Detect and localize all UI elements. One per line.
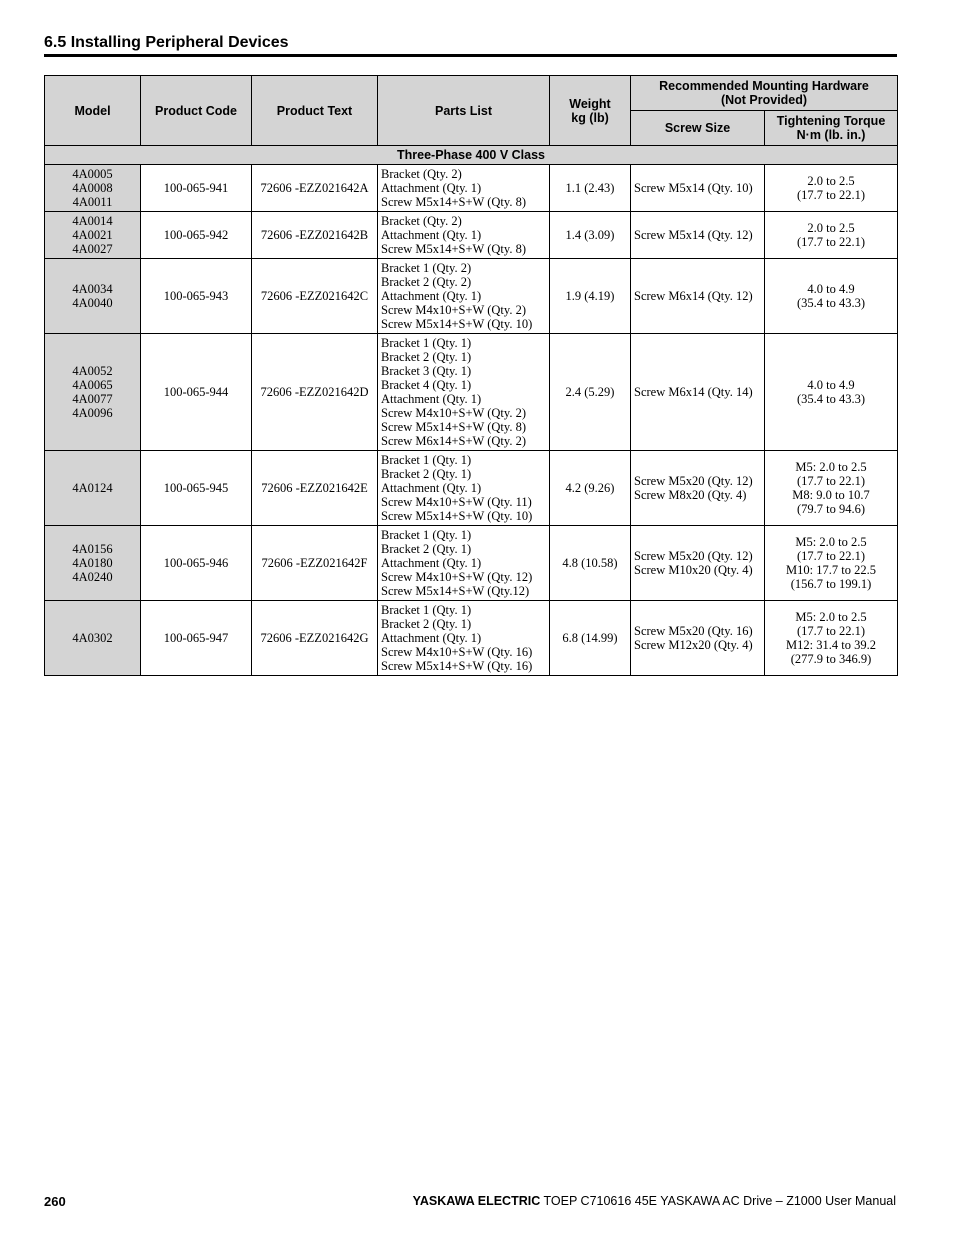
torque-value: M12: 31.4 to 39.2: [786, 638, 876, 652]
product-code-cell: 100-065-945: [141, 451, 252, 526]
header-rule: [44, 54, 897, 57]
product-text-cell: 72606 -EZZ021642C: [252, 259, 378, 334]
header-recommended-line: (Not Provided): [720, 93, 808, 107]
part-item: Screw M5x14+S+W (Qty. 8): [381, 195, 526, 209]
model-number: 4A0052: [72, 364, 113, 378]
class-label: Three-Phase 400 V Class: [45, 146, 898, 165]
torque-value: (17.7 to 22.1): [796, 188, 866, 202]
part-item: Bracket 2 (Qty. 1): [381, 467, 472, 481]
weight-cell: 1.1 (2.43): [550, 165, 631, 212]
model-number: 4A0014: [72, 214, 113, 228]
parts-list-cell: [378, 451, 550, 526]
part-item: Attachment (Qty. 1): [381, 631, 482, 645]
parts-list-cell: [378, 165, 550, 212]
torque-value: M8: 9.0 to 10.7: [792, 488, 870, 502]
screw-item: Screw M5x20 (Qty. 12): [634, 549, 753, 563]
screw-item: Screw M5x20 (Qty. 12): [634, 474, 753, 488]
model-cell: [45, 451, 141, 526]
model-number: 4A0180: [72, 556, 113, 570]
model-number: 4A0077: [72, 392, 113, 406]
product-text-cell: 72606 -EZZ021642A: [252, 165, 378, 212]
torque-value: 2.0 to 2.5: [807, 174, 855, 188]
torque-value: (17.7 to 22.1): [796, 624, 866, 638]
table-row: [45, 212, 898, 259]
part-item: Screw M5x14+S+W (Qty. 10): [381, 317, 533, 331]
screw-item: Screw M10x20 (Qty. 4): [634, 563, 753, 577]
model-cell: [45, 601, 141, 676]
product-code-cell: 100-065-942: [141, 212, 252, 259]
parts-list-cell: [378, 601, 550, 676]
product-code-cell: 100-065-943: [141, 259, 252, 334]
part-item: Screw M5x14+S+W (Qty. 8): [381, 420, 526, 434]
part-item: Screw M5x14+S+W (Qty.12): [381, 584, 530, 598]
screw-item: Screw M8x20 (Qty. 4): [634, 488, 747, 502]
screw-item: Screw M5x14 (Qty. 10): [634, 181, 753, 195]
part-item: Screw M5x14+S+W (Qty. 10): [381, 509, 533, 523]
model-cell: [45, 259, 141, 334]
model-number: 4A0156: [72, 542, 113, 556]
model-number: 4A0027: [72, 242, 113, 256]
screw-size-cell: [631, 601, 765, 676]
torque-value: 2.0 to 2.5: [807, 221, 855, 235]
table-row: [45, 451, 898, 526]
part-item: Bracket 1 (Qty. 1): [381, 528, 472, 542]
header-weight: [550, 76, 631, 146]
screw-size-cell: [631, 526, 765, 601]
torque-cell: [765, 526, 898, 601]
table-row: [45, 526, 898, 601]
model-cell: [45, 165, 141, 212]
torque-value: 4.0 to 4.9: [807, 282, 855, 296]
header-recommended-hardware: [631, 76, 898, 111]
product-text-cell: 72606 -EZZ021642B: [252, 212, 378, 259]
part-item: Attachment (Qty. 1): [381, 556, 482, 570]
part-item: Attachment (Qty. 1): [381, 481, 482, 495]
torque-value: M5: 2.0 to 2.5: [795, 460, 867, 474]
model-cell: [45, 526, 141, 601]
part-item: Attachment (Qty. 1): [381, 289, 482, 303]
torque-value: M10: 17.7 to 22.5: [786, 563, 876, 577]
screw-size-cell: [631, 212, 765, 259]
product-text-cell: 72606 -EZZ021642E: [252, 451, 378, 526]
part-item: Attachment (Qty. 1): [381, 392, 482, 406]
header-recommended-line: Recommended Mounting Hardware: [659, 79, 869, 93]
product-code-cell: 100-065-947: [141, 601, 252, 676]
torque-value: (79.7 to 94.6): [796, 502, 866, 516]
parts-list-cell: [378, 259, 550, 334]
model-number: 4A0302: [72, 631, 113, 645]
torque-cell: [765, 165, 898, 212]
screw-item: Screw M5x14 (Qty. 12): [634, 228, 753, 242]
part-item: Screw M4x10+S+W (Qty. 2): [381, 406, 526, 420]
header-weight-line: kg (lb): [571, 110, 609, 125]
torque-value: (17.7 to 22.1): [796, 549, 866, 563]
weight-cell: 6.8 (14.99): [550, 601, 631, 676]
parts-list-cell: [378, 334, 550, 451]
header-torque-line: Tightening Torque: [776, 114, 886, 128]
torque-cell: [765, 334, 898, 451]
torque-value: (277.9 to 346.9): [790, 652, 872, 666]
weight-cell: 4.8 (10.58): [550, 526, 631, 601]
torque-value: 4.0 to 4.9: [807, 378, 855, 392]
part-item: Screw M6x14+S+W (Qty. 2): [381, 434, 526, 448]
part-item: Attachment (Qty. 1): [381, 181, 482, 195]
screw-item: Screw M12x20 (Qty. 4): [634, 638, 753, 652]
table-row: [45, 334, 898, 451]
class-row: [45, 146, 898, 165]
weight-cell: 2.4 (5.29): [550, 334, 631, 451]
part-item: Bracket (Qty. 2): [381, 167, 462, 181]
header-parts-list: Parts List: [378, 76, 550, 146]
model-number: 4A0034: [72, 282, 113, 296]
part-item: Bracket (Qty. 2): [381, 214, 462, 228]
model-number: 4A0011: [72, 195, 113, 209]
part-item: Screw M5x14+S+W (Qty. 16): [381, 659, 533, 673]
model-cell: [45, 212, 141, 259]
model-number: 4A0005: [72, 167, 113, 181]
part-item: Screw M4x10+S+W (Qty. 16): [381, 645, 533, 659]
torque-value: (35.4 to 43.3): [796, 296, 866, 310]
weight-cell: 1.4 (3.09): [550, 212, 631, 259]
table-row: [45, 165, 898, 212]
table-row: [45, 259, 898, 334]
torque-cell: [765, 259, 898, 334]
footer-doc-title: TOEP C710616 45E YASKAWA AC Drive – Z1000 User Manual: [540, 1194, 896, 1208]
header-torque-line: N·m (lb. in.): [796, 128, 866, 142]
part-item: Bracket 1 (Qty. 1): [381, 453, 472, 467]
screw-item: Screw M6x14 (Qty. 14): [634, 385, 753, 399]
part-item: Bracket 2 (Qty. 1): [381, 542, 472, 556]
part-item: Bracket 1 (Qty. 1): [381, 336, 472, 350]
model-number: 4A0021: [72, 228, 113, 242]
torque-cell: [765, 601, 898, 676]
header-product-code: Product Code: [141, 76, 252, 146]
model-number: 4A0240: [72, 570, 113, 584]
torque-value: M5: 2.0 to 2.5: [795, 535, 867, 549]
product-text-cell: 72606 -EZZ021642F: [252, 526, 378, 601]
model-number: 4A0008: [72, 181, 113, 195]
weight-cell: 4.2 (9.26): [550, 451, 631, 526]
torque-value: (17.7 to 22.1): [796, 474, 866, 488]
screw-item: Screw M6x14 (Qty. 12): [634, 289, 753, 303]
torque-cell: [765, 212, 898, 259]
product-text-cell: 72606 -EZZ021642G: [252, 601, 378, 676]
section-title: 6.5 Installing Peripheral Devices: [44, 34, 289, 51]
model-cell: [45, 334, 141, 451]
part-item: Bracket 1 (Qty. 1): [381, 603, 472, 617]
part-item: Attachment (Qty. 1): [381, 228, 482, 242]
footer-brand: YASKAWA ELECTRIC: [412, 1194, 541, 1208]
torque-cell: [765, 451, 898, 526]
model-number: 4A0096: [72, 406, 113, 420]
product-code-cell: 100-065-946: [141, 526, 252, 601]
mounting-hardware-table: [44, 75, 898, 676]
footer-doc-info: [413, 1194, 896, 1208]
model-number: 4A0065: [72, 378, 113, 392]
part-item: Screw M5x14+S+W (Qty. 8): [381, 242, 526, 256]
torque-value: M5: 2.0 to 2.5: [795, 610, 867, 624]
header-model: Model: [45, 76, 141, 146]
model-number: 4A0124: [72, 481, 113, 495]
model-number: 4A0040: [72, 296, 113, 310]
part-item: Bracket 2 (Qty. 2): [381, 275, 472, 289]
torque-value: (156.7 to 199.1): [790, 577, 872, 591]
screw-item: Screw M5x20 (Qty. 16): [634, 624, 753, 638]
part-item: Bracket 4 (Qty. 1): [381, 378, 472, 392]
header-torque: [765, 111, 898, 146]
product-code-cell: 100-065-941: [141, 165, 252, 212]
part-item: Bracket 3 (Qty. 1): [381, 364, 472, 378]
part-item: Bracket 2 (Qty. 1): [381, 350, 472, 364]
part-item: Screw M4x10+S+W (Qty. 11): [381, 495, 532, 509]
header-product-text: Product Text: [252, 76, 378, 146]
part-item: Bracket 1 (Qty. 2): [381, 261, 472, 275]
screw-size-cell: [631, 451, 765, 526]
product-text-cell: 72606 -EZZ021642D: [252, 334, 378, 451]
parts-list-cell: [378, 212, 550, 259]
part-item: Bracket 2 (Qty. 1): [381, 617, 472, 631]
header-weight-line: Weight: [569, 96, 611, 111]
weight-cell: 1.9 (4.19): [550, 259, 631, 334]
torque-value: (17.7 to 22.1): [796, 235, 866, 249]
product-code-cell: 100-065-944: [141, 334, 252, 451]
page-number: 260: [44, 1194, 66, 1209]
table-row: [45, 601, 898, 676]
torque-value: (35.4 to 43.3): [796, 392, 866, 406]
part-item: Screw M4x10+S+W (Qty. 12): [381, 570, 533, 584]
part-item: Screw M4x10+S+W (Qty. 2): [381, 303, 526, 317]
screw-size-cell: [631, 259, 765, 334]
parts-list-cell: [378, 526, 550, 601]
header-screw-size: Screw Size: [631, 111, 765, 146]
screw-size-cell: [631, 334, 765, 451]
screw-size-cell: [631, 165, 765, 212]
